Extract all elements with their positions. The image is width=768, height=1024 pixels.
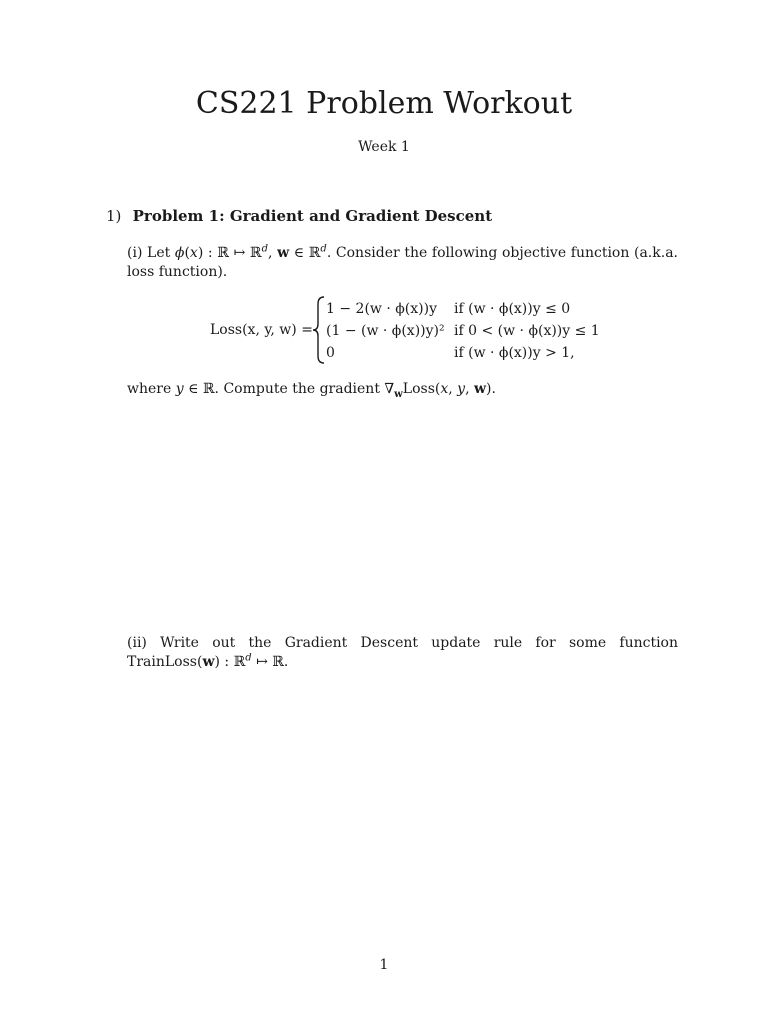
problem-title: Problem 1: Gradient and Gradient Descent <box>132 207 493 225</box>
page-number: 1 <box>379 957 389 973</box>
left-brace-icon <box>312 296 326 364</box>
part-ii-paragraph: (ii) Write out the Gradient Descent update rule for some function TrainLoss(w) : ℝ$^d$ ↦ ℝ. <box>127 635 678 670</box>
case-2-condition: if 0 < (w · ϕ(x))y ≤ 1 <box>454 323 600 339</box>
case-2-expression: (1 − (w · ϕ(x))y)² <box>326 323 445 339</box>
page-subtitle: Week 1 <box>358 139 410 155</box>
case-3-expression: 0 <box>326 345 335 361</box>
case-1-condition: if (w · ϕ(x))y ≤ 0 <box>454 301 571 317</box>
problem-number: 1) <box>106 207 122 225</box>
part-i-paragraph: (i) Let ϕ(x) : ℝ ↦ ℝ$^d$, w ∈ ℝ$^d$. Consider the following objective function (a.k.a. loss function). <box>127 243 678 280</box>
problem-heading <box>106 206 492 226</box>
where-paragraph: where y ∈ ℝ. Compute the gradient $\nabla_wLoss(x$, y, w). <box>127 381 496 400</box>
loss-lhs: Loss(x, y, w) = <box>210 322 313 338</box>
case-3-condition: if (w · ϕ(x))y > 1, <box>454 345 575 361</box>
case-1-expression: 1 − 2(w · ϕ(x))y <box>326 301 437 317</box>
page-title: CS221 Problem Workout <box>195 86 573 121</box>
